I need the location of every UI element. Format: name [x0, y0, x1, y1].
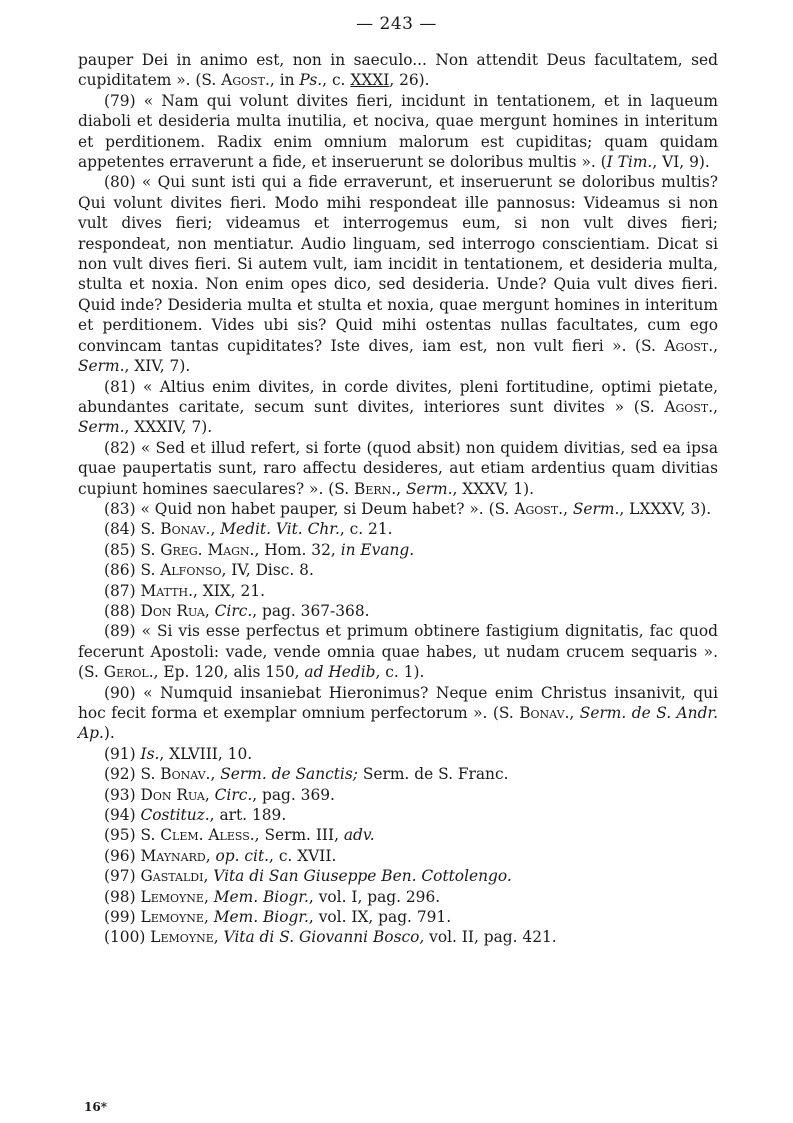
- footnote-text-run: Serm.: [78, 357, 125, 376]
- footnote-text-run: Serm. de S. Franc.: [357, 765, 509, 784]
- footnote-text-run: pauper Dei in animo est, non in saeculo... Non attendit Deus facultatem, sed cupiditatem ». (S.: [78, 51, 718, 90]
- footnote-text-run: (93): [104, 785, 141, 804]
- footnote-text-run: ,: [210, 765, 221, 784]
- footnote-text-run: (90) « Numquid insaniebat Hieronimus? Neque enim Christus insanivit, qui hoc fecit forma et exemplar omnium perfectorum ». (S.: [78, 683, 718, 722]
- footnote-text-run: (96): [104, 846, 141, 865]
- footnote-text-run: adv.: [343, 826, 375, 845]
- footnote-text-run: , XIV, 7).: [124, 357, 191, 376]
- footnote-text-run: , LXXXV, 3).: [619, 499, 712, 518]
- footnote-text-run: in Evang.: [340, 540, 415, 559]
- footnote-text-run: Vita di S. Giovanni Bosco,: [223, 928, 425, 947]
- footnote-text-run: ,: [203, 887, 214, 906]
- footnote-text-run: Costituz.: [140, 806, 210, 825]
- footnote: [78, 805, 718, 825]
- footnote-text-run: (94): [104, 806, 141, 825]
- footnote-text-run: Mem. Biogr.: [213, 887, 309, 906]
- footnote-text-run: ,: [396, 479, 406, 498]
- footnote-text-run: , c.: [322, 71, 351, 90]
- footnote-text-run: Gastaldi: [140, 867, 204, 886]
- footnote-text-run: Serm.: [405, 479, 453, 498]
- footnote-text-run: Gerol.: [103, 663, 154, 682]
- footnote-text-run: ,: [204, 601, 215, 620]
- footnote-text-run: (85) S.: [104, 540, 161, 559]
- footnote-text-run: Lemoyne: [140, 887, 204, 906]
- footnote-text-run: Greg. Magn.: [160, 540, 255, 559]
- footnote-text-run: , XXXIV, 7).: [124, 418, 213, 437]
- footnote-text-run: Agost.: [664, 397, 714, 416]
- footnote: [78, 785, 718, 805]
- footnote-text-run: Serm. de Sanctis;: [220, 765, 358, 784]
- footnote-text-run: (88): [104, 601, 141, 620]
- footnote: [78, 744, 718, 764]
- footnote: [78, 581, 718, 601]
- footnote-text-run: Serm. de S. Andr. Ap.: [78, 704, 718, 743]
- footnote-text-run: Vita di San Giuseppe Ben. Cottolengo.: [213, 867, 512, 886]
- footnote-text-run: Alfonso: [160, 561, 222, 580]
- footnote-text-run: , 26).: [389, 71, 430, 90]
- footnote-text-run: ,: [713, 397, 718, 416]
- footnote: [78, 172, 718, 376]
- footnote-text-run: (81) « Altius enim divites, in corde divites, pleni fortitudine, optimi pietate, abundantes caritate, secum sunt divites, interiores sunt divites » (S.: [78, 377, 718, 416]
- footnote-text-run: (97): [104, 867, 141, 886]
- footnote-text-run: (98): [104, 887, 141, 906]
- footnote-text-run: (89) « Si vis esse perfectus et primum obtinere fastigium dignitatis, fac quod fecerunt Apostoli: vade, vende omnia quae habes, ut nudam crucem sequaris ». (S.: [78, 622, 718, 682]
- footnote: [78, 601, 718, 621]
- footnote-text-run: Clem. Aless.: [160, 826, 255, 845]
- footnote-text-run: ).: [103, 724, 115, 743]
- footnote-text-run: Bern.: [354, 479, 397, 498]
- footnotes-list: [78, 50, 718, 948]
- footnote-text-run: Agost.: [664, 336, 714, 355]
- footnote: [78, 499, 718, 519]
- footnote-text-run: Don Rua: [140, 601, 205, 620]
- footnote-text-run: ,: [203, 908, 214, 927]
- footnote-text-run: (100): [104, 928, 151, 947]
- footnote-text-run: , XIX, 21.: [192, 581, 266, 600]
- footnote-text-run: , art. 189.: [209, 806, 287, 825]
- footnote-text-run: (84) S.: [104, 520, 161, 539]
- footnote-text-run: ,: [203, 867, 214, 886]
- footnote-text-run: Mem. Biogr.: [213, 908, 309, 927]
- footnote-text-run: Bonav.: [519, 704, 570, 722]
- footnote: [78, 683, 718, 744]
- footnote-text-run: (99): [104, 908, 141, 927]
- footnote: [78, 907, 718, 927]
- footnote-text-run: Maynard: [140, 846, 206, 865]
- footnote-text-run: ,: [563, 499, 573, 518]
- printer-signature-mark: 16*: [84, 1100, 107, 1114]
- footnote-text-run: Circ.: [214, 785, 253, 804]
- footnote-text-run: , VI, 9).: [652, 153, 710, 172]
- footnote-text-run: (95) S.: [104, 826, 161, 845]
- footnote-text-run: Circ.: [214, 601, 253, 620]
- footnote-text-run: (80) « Qui sunt isti qui a fide erraverunt, et inseruerunt se doloribus multis? Qui volunt divites fieri. Modo mihi respondeat ille pannosus: Videamus si non vult dives fieri; videamus et interrogemus eum, si non vult dives fieri; respondeat, non mentiatur. Audio linguam, sed interrogo conscientiam. Dicat si non vult dives fieri. Si autem vult, iam incidit in tentationem, et desideria multa, stulta et noxia. Non enim opes dico, sed desideria. Unde? Quia vult dives fieri. Quid inde? Desideria multa et stulta et noxia, quae mergunt homines in interitum et perditionem. Vides ubi sis? Quid mihi ostentas nullas facultates, cum ego convincam tantas cupiditates? Iste dives, iam est, non vult fieri ». (S.: [78, 173, 718, 355]
- footnote-text-run: ,: [210, 520, 221, 539]
- footnote: [78, 560, 718, 580]
- footnote-text-run: XXXI: [350, 71, 390, 90]
- footnote: [78, 621, 718, 682]
- footnote-text-run: (83) « Quid non habet pauper, si Deum habet? ». (S.: [104, 499, 515, 518]
- footnote-text-run: (92) S.: [104, 765, 161, 784]
- footnote-text-run: ad Hedib: [304, 663, 376, 682]
- footnote-text-run: , Hom. 32,: [254, 540, 341, 559]
- footnote: [78, 377, 718, 438]
- footnote-text-run: , pag. 369.: [252, 785, 335, 804]
- footnote-text-run: , c. 21.: [339, 520, 393, 539]
- footnote-text-run: vol. II, pag. 421.: [424, 928, 557, 947]
- footnote: [78, 927, 718, 947]
- footnote-text-run: , vol. IX, pag. 791.: [308, 908, 452, 927]
- footnote: [78, 825, 718, 845]
- footnote-text-run: I Tim.: [606, 153, 653, 172]
- footnote-text-run: Ps.: [299, 71, 323, 90]
- footnote: [78, 764, 718, 784]
- footnote-text-run: ,: [569, 704, 580, 722]
- footnote-text-run: Lemoyne: [150, 928, 214, 947]
- footnote-text-run: , in: [269, 71, 300, 90]
- footnote: [78, 91, 718, 173]
- footnote-text-run: Don Rua: [140, 785, 205, 804]
- page-number: — 243 —: [356, 14, 437, 34]
- footnote-text-run: Matth.: [140, 581, 193, 600]
- footnote-text-run: (87): [104, 581, 141, 600]
- footnote-text-run: , Ep. 120, alis 150,: [153, 663, 305, 682]
- footnote-text-run: (82) « Sed et illud refert, si forte (quod absit) non quidem divitias, sed ea ipsa quae paupertatis sunt, raro affectu desideres, aut etiam ardentius quam divitias cupiunt homines saeculares? ». (S.: [78, 438, 718, 498]
- footnote-text-run: ,: [205, 846, 216, 865]
- footnote-text-run: ,: [213, 928, 224, 947]
- footnote-text-run: Bonav.: [160, 520, 211, 539]
- footnote-text-run: Bonav.: [160, 765, 211, 784]
- footnote-text-run: , Serm. III,: [254, 826, 344, 845]
- footnote-text-run: Lemoyne: [140, 908, 204, 927]
- footnote: [78, 846, 718, 866]
- footnote-text-run: (86) S.: [104, 561, 161, 580]
- footnote-text-run: (79) « Nam qui volunt divites fieri, incidunt in tentationem, et in laqueum diaboli et desideria multa inutilia, et nociva, quae mergunt homines in interitum et perditionem. Radix enim omnium malorum est cupiditas; quam quidam appetentes erraverunt a fide, et inseruerunt se doloribus multis ». (: [78, 91, 718, 172]
- footnote-text-run: ,: [204, 785, 215, 804]
- footnote-text-run: , XLVIII, 10.: [159, 744, 253, 763]
- footnote-text-run: ,: [713, 336, 718, 355]
- footnote-text-run: Agost.: [514, 499, 564, 518]
- footnote-text-run: , XXXV, 1).: [452, 479, 535, 498]
- footnote: [78, 540, 718, 560]
- footnote: [78, 438, 718, 499]
- footnote-text-run: Is.: [140, 744, 160, 763]
- footnote-continuation: [78, 50, 718, 91]
- footnote-text-run: Medit. Vit. Chr.: [220, 520, 340, 539]
- footnote: [78, 887, 718, 907]
- footnote-text-run: , c. 1).: [375, 663, 425, 682]
- footnote-text-run: (91): [104, 744, 141, 763]
- footnote-text-run: , pag. 367-368.: [252, 601, 370, 620]
- footnote-text-run: , c. XVII.: [269, 846, 337, 865]
- footnote-text-run: Serm.: [572, 499, 620, 518]
- footnote-text-run: op. cit.: [215, 846, 270, 865]
- footnote-text-run: , IV, Disc. 8.: [221, 561, 314, 580]
- footnote: [78, 866, 718, 886]
- footnote-text-run: Serm.: [78, 418, 125, 437]
- footnote-text-run: Agost.: [221, 71, 270, 90]
- footnote: [78, 519, 718, 539]
- footnote-text-run: , vol. I, pag. 296.: [308, 887, 441, 906]
